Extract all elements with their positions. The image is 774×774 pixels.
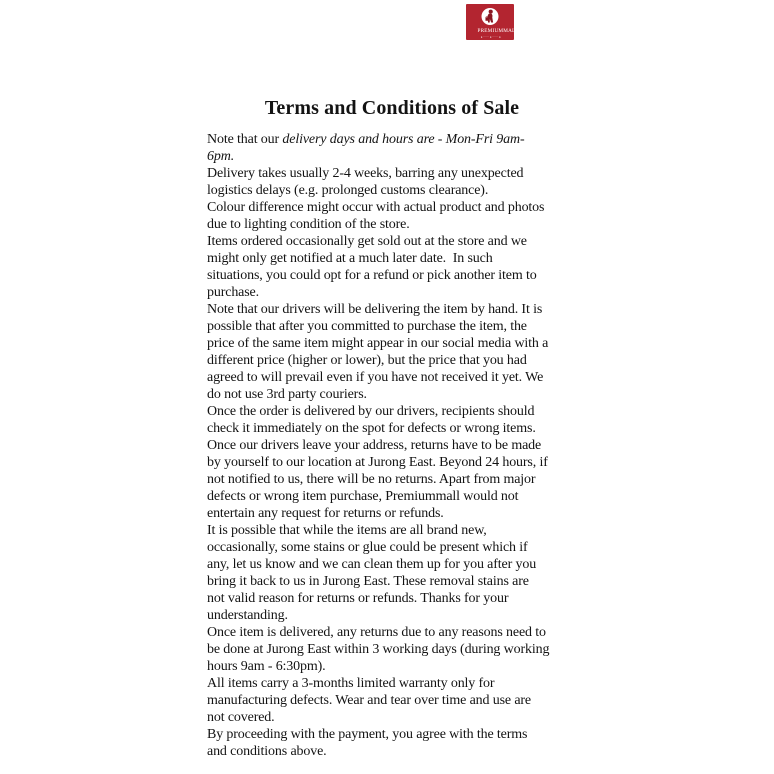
paragraph — [207, 624, 577, 675]
body-text: Delivery takes usually 2-4 weeks, barring any unexpected — [207, 166, 524, 181]
body-text: bring it back to us in Jurong East. These removal stains are — [207, 574, 529, 589]
terms-document — [207, 0, 577, 760]
paragraph — [207, 165, 577, 199]
brand-name: PREMIUMMALL — [477, 27, 519, 34]
terms-paragraphs — [207, 131, 577, 760]
body-text: and conditions above. — [207, 744, 327, 759]
body-text: All items carry a 3-months limited warranty only for — [207, 676, 495, 691]
body-text: not notified to us, there will be no returns. Apart from major — [207, 472, 536, 487]
body-text: due to lighting condition of the store. — [207, 217, 410, 232]
body-text: price of the same item might appear in our social media with a — [207, 336, 549, 351]
body-text: check it immediately on the spot for defects or wrong items. — [207, 421, 536, 436]
body-text: Once item is delivered, any returns due to any reasons need to — [207, 625, 546, 640]
paragraph — [207, 726, 577, 760]
body-text: might only get notified at a much later date. In such — [207, 251, 493, 266]
body-text: situations, you could opt for a refund or pick another item to — [207, 268, 537, 283]
page-title: Terms and Conditions of Sale — [264, 97, 520, 119]
body-text: occasionally, some stains or glue could be present which if — [207, 540, 528, 555]
body-text: entertain any request for returns or refunds. — [207, 506, 444, 521]
body-text: possible that after you committed to purchase the item, the — [207, 319, 527, 334]
body-text: agreed to will prevail even if you have not received it yet. We — [207, 370, 544, 385]
body-text: Note that our — [207, 132, 283, 147]
body-text: Items ordered occasionally get sold out at the store and we — [207, 234, 527, 249]
body-text: not covered. — [207, 710, 275, 725]
body-text: Colour difference might occur with actual product and photos — [207, 200, 545, 215]
brand-tagline: ♦ ······ ♦ ······ ♦ — [480, 35, 501, 39]
body-text: do not use 3rd party couriers. — [207, 387, 367, 402]
body-text: any, let us know and we can clean them up for you after you — [207, 557, 537, 572]
paragraph — [207, 301, 577, 403]
body-text: Once the order is delivered by our drivers, recipients should — [207, 404, 535, 419]
body-text: logistics delays (e.g. prolonged customs clearance). — [207, 183, 489, 198]
italic-text: delivery days and hours are - Mon-Fri 9am- — [282, 132, 525, 147]
body-text: manufacturing defects. Wear and tear over time and use are — [207, 693, 532, 708]
paragraph — [207, 437, 577, 522]
paragraph — [207, 233, 577, 301]
body-text: defects or wrong item purchase, Premiummall would not — [207, 489, 519, 504]
body-text: Once our drivers leave your address, returns have to be made — [207, 438, 542, 453]
body-text: It is possible that while the items are all brand new, — [207, 523, 487, 538]
body-text: hours 9am - 6:30pm). — [207, 659, 326, 674]
body-text: be done at Jurong East within 3 working days (during working — [207, 642, 550, 657]
paragraph — [207, 522, 577, 624]
paragraph — [207, 199, 577, 233]
body-text: purchase. — [207, 285, 259, 300]
italic-text: 6pm. — [207, 149, 235, 164]
paragraph — [207, 403, 577, 437]
paragraph — [207, 675, 577, 726]
body-text: understanding. — [207, 608, 288, 623]
body-text: by yourself to our location at Jurong East. Beyond 24 hours, if — [207, 455, 548, 470]
body-text: not valid reason for returns or refunds. Thanks for your — [207, 591, 509, 606]
body-text: Note that our drivers will be delivering the item by hand. It is — [207, 302, 543, 317]
paragraph — [207, 131, 577, 165]
body-text: By proceeding with the payment, you agree with the terms — [207, 727, 528, 742]
body-text: different price (higher or lower), but the price that you had — [207, 353, 527, 368]
